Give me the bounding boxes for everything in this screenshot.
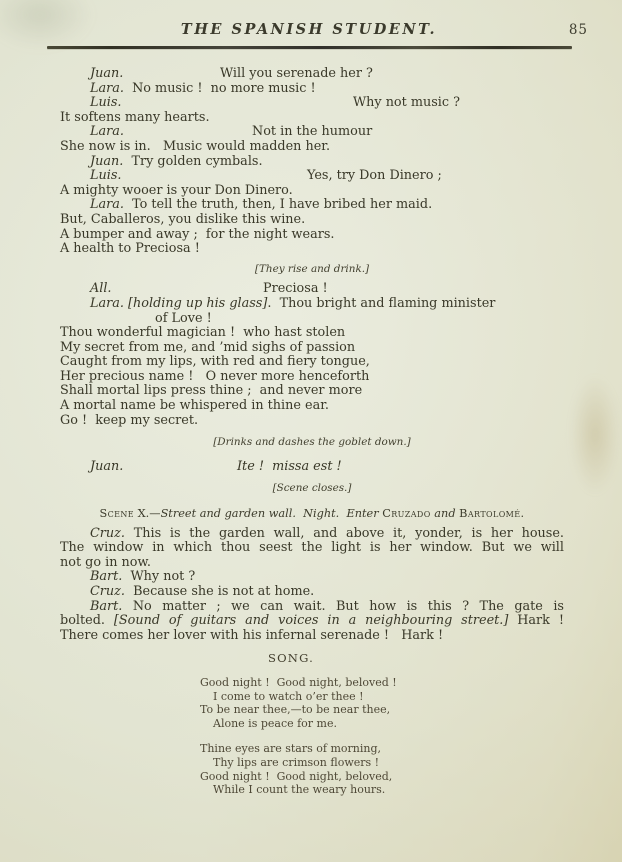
text-line: [60, 326, 564, 341]
text-line: [60, 96, 564, 111]
text-segment: . Thou bright and flaming minister: [267, 295, 496, 311]
running-head: [50, 21, 588, 41]
song-line: Thine eyes are stars of morning,: [200, 741, 381, 755]
text-segment: Juan.: [90, 153, 124, 169]
text-line: [60, 242, 564, 257]
text-line: [60, 527, 564, 542]
text-segment: Thou wonderful magician ! who hast stolen: [60, 325, 346, 341]
text-segment: Luis.: [90, 95, 122, 111]
text-line: [60, 384, 564, 399]
scene-heading: [60, 507, 564, 522]
song-heading: SONG.: [267, 651, 315, 665]
text-segment: My secret from me, and ’mid sighs of passion: [60, 339, 356, 355]
text-line: [60, 556, 564, 571]
text-segment: But, Caballeros, you dislike this wine.: [60, 211, 306, 227]
song-line: While I count the weary hours.: [213, 783, 386, 797]
text-segment: Her precious name ! O never more henceforth: [60, 368, 370, 384]
stage-direction: [60, 263, 564, 278]
song-line: Good night ! Good night, beloved !: [200, 675, 397, 689]
header-rule: [47, 46, 572, 49]
song-stanza: [200, 741, 393, 797]
text-segment: Not in the humour: [252, 124, 373, 140]
text-line: [60, 614, 564, 629]
text-segment: Cruz.: [90, 525, 125, 541]
text-segment: A bumper and away ; for the night wears.: [60, 226, 335, 242]
text-segment: Yes, try Don Dinero ;: [307, 168, 442, 184]
text-segment: Lara.: [90, 124, 124, 140]
text-line: [60, 169, 564, 184]
text-segment: Bart.: [90, 569, 123, 585]
text-segment: Juan.: [90, 458, 124, 474]
song-stanzas: [200, 675, 397, 797]
text-segment: Try golden cymbals.: [123, 153, 263, 169]
text-segment: Cruzado: [382, 507, 431, 521]
text-line: [60, 125, 564, 140]
text-line: [60, 140, 564, 155]
text-segment: of Love !: [155, 310, 212, 326]
text-line: [60, 600, 564, 615]
text-segment: [Scene closes.]: [272, 482, 352, 495]
text-segment: Ite ! missa est !: [237, 458, 342, 474]
text-segment: To tell the truth, then, I have bribed her maid.: [123, 197, 433, 213]
page-number: 85: [568, 22, 588, 38]
text-segment: and: [430, 507, 460, 521]
text-segment: [They rise and drink.]: [254, 262, 370, 275]
text-line: [60, 541, 564, 556]
text-segment: Go ! keep my secret.: [60, 412, 199, 428]
text-line: [60, 629, 564, 644]
stage-direction: [60, 482, 564, 497]
text-line: [60, 155, 564, 170]
running-head-title: THE SPANISH STUDENT.: [180, 21, 438, 38]
text-line: [60, 297, 564, 312]
text-segment: No matter ; we can wait. But how is this ? The gate is: [122, 598, 564, 614]
text-segment: Hark !: [508, 613, 564, 629]
song-section: [200, 651, 397, 797]
text-line: [60, 570, 564, 585]
text-line: [60, 355, 564, 370]
song-line: I come to watch o’er thee !: [213, 689, 364, 703]
text-segment: X.—: [134, 507, 161, 521]
text-line: [60, 198, 564, 213]
text-segment: It softens many hearts.: [60, 109, 210, 125]
text-line: [60, 370, 564, 385]
text-line: [60, 414, 564, 429]
song-line: Alone is peace for me.: [213, 717, 337, 731]
song-line: To be near thee,—to be near thee,: [200, 703, 391, 717]
text-line: [60, 460, 564, 475]
text-segment: Caught from my lips, with red and fiery tongue,: [60, 354, 370, 370]
text-segment: [Drinks and dashes the goblet down.]: [213, 436, 411, 449]
song-line: Thy lips are crimson flowers !: [213, 755, 380, 769]
song-stanza: [200, 675, 397, 731]
text-block: [60, 67, 564, 643]
text-line: [60, 399, 564, 414]
stage-direction: [60, 436, 564, 451]
text-line: [60, 228, 564, 243]
text-line: [60, 111, 564, 126]
text-segment: Lara.: [90, 295, 124, 311]
text-line: [60, 282, 564, 297]
text-segment: She now is in. Music would madden her.: [60, 138, 331, 154]
text-segment: Street and garden wall. Night. Enter: [160, 507, 383, 521]
text-segment: Preciosa !: [263, 281, 328, 297]
text-line: [60, 184, 564, 199]
text-segment: [Sound of guitars and voices in a neighbouring street.]: [113, 613, 509, 629]
text-segment: Why not ?: [122, 569, 196, 585]
text-segment: [holding up his glass]: [128, 295, 268, 311]
text-segment: There comes her lover with his infernal serenade ! Hark !: [60, 627, 444, 643]
text-segment: Cruz.: [90, 584, 125, 599]
text-segment: Why not music ?: [353, 95, 460, 111]
text-segment: not go in now.: [60, 554, 151, 570]
text-line: [60, 82, 564, 97]
text-segment: No music ! no more music !: [123, 80, 316, 96]
text-segment: A mortal name be whispered in thine ear.: [60, 398, 329, 414]
text-segment: Will you serenade her ?: [220, 66, 373, 81]
text-segment: Bart.: [90, 598, 123, 614]
text-line: [60, 312, 564, 327]
text-line: [60, 585, 564, 600]
text-segment: Bartolomé.: [459, 507, 525, 521]
text-segment: Lara.: [90, 197, 124, 213]
text-line: [60, 67, 564, 82]
text-segment: This is the garden wall, and above it, yonder, is her house.: [124, 525, 564, 541]
text-segment: bolted.: [60, 613, 114, 629]
text-line: [60, 341, 564, 356]
text-segment: Juan.: [90, 66, 124, 81]
page-edge-smudge: [560, 350, 622, 520]
text-segment: Luis.: [90, 168, 122, 184]
text-segment: Lara.: [90, 80, 124, 96]
text-line: [60, 213, 564, 228]
text-segment: A health to Preciosa !: [60, 241, 200, 257]
song-line: Good night ! Good night, beloved,: [200, 769, 393, 783]
text-segment: Because she is not at home.: [124, 584, 315, 599]
text-segment: Scene: [99, 507, 135, 521]
text-segment: The window in which thou seest the light is her window. But we will: [60, 540, 564, 556]
text-segment: Shall mortal lips press thine ; and never more: [60, 383, 363, 399]
text-segment: A mighty wooer is your Don Dinero.: [60, 182, 293, 198]
text-segment: All.: [90, 281, 112, 297]
